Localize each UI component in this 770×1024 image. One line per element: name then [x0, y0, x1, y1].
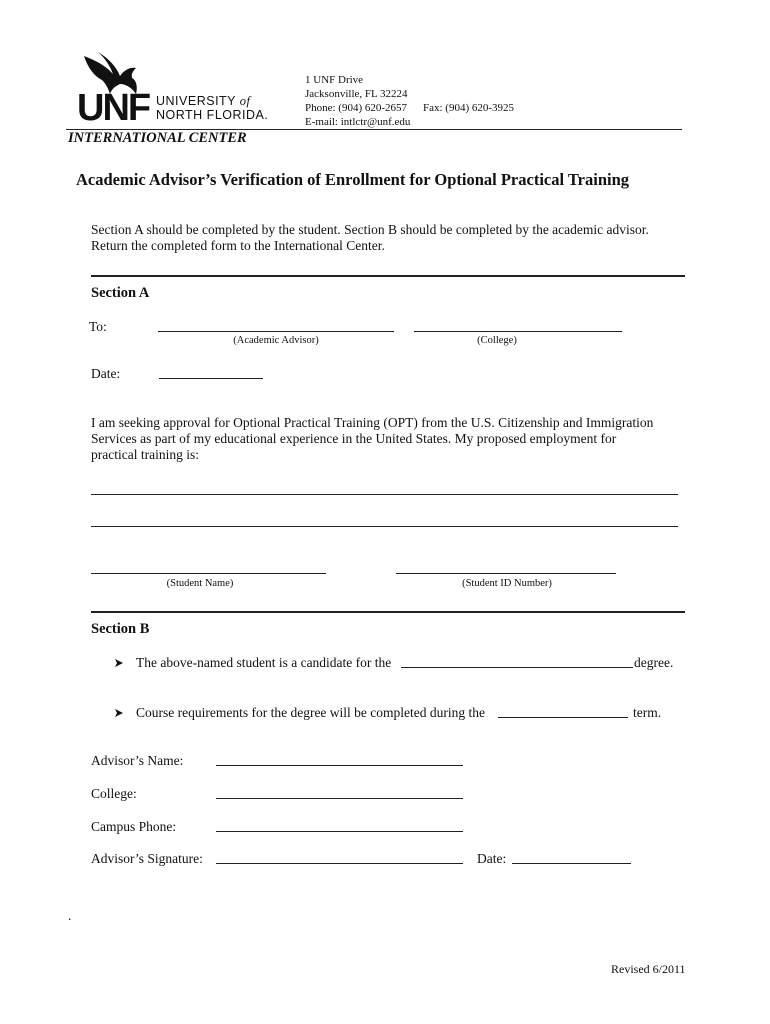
address-phone: Phone: (904) 620-2657 [305, 102, 408, 114]
college-label: College: [91, 786, 137, 801]
section-b-divider [91, 611, 685, 613]
student-id-field[interactable] [396, 573, 616, 574]
logo-line1-of: of [239, 94, 251, 108]
advisor-college-field[interactable] [216, 798, 463, 799]
section-a-divider [91, 275, 685, 277]
student-name-field[interactable] [91, 573, 326, 574]
term-field[interactable] [498, 717, 628, 718]
signature-date-field[interactable] [512, 863, 631, 864]
advisor-name-field[interactable] [216, 765, 463, 766]
department-name: INTERNATIONAL CENTER [68, 130, 247, 146]
statement-line3: practical training is: [91, 447, 199, 462]
logo-line1: UNIVERSITY [156, 94, 236, 108]
advisor-name-label: Advisor’s Name: [91, 753, 184, 768]
bullet-degree-text: The above-named student is a candidate for the [136, 655, 392, 670]
date-field[interactable] [159, 378, 263, 379]
logo-wordmark: UNF [77, 87, 150, 129]
employment-field-line2[interactable] [91, 526, 678, 527]
section-b-heading: Section B [91, 621, 150, 637]
bullet-term-suffix: term. [633, 705, 662, 720]
section-a-heading: Section A [91, 285, 150, 301]
degree-field[interactable] [401, 667, 633, 668]
bullet-term-text: Course requirements for the degree will be completed during the [136, 705, 486, 720]
college-field[interactable] [414, 331, 622, 332]
arrow-bullet-icon [114, 658, 124, 668]
stray-mark: . [68, 908, 72, 923]
address-email: E-mail: intlctr@unf.edu [305, 116, 411, 128]
revised-date: Revised 6/2011 [611, 962, 686, 976]
bullet-degree-suffix: degree. [634, 655, 674, 670]
signature-label: Advisor’s Signature: [91, 851, 203, 866]
logo-line2: NORTH FLORIDA. [156, 108, 269, 122]
signature-date-label: Date: [477, 851, 507, 866]
address-fax: Fax: (904) 620-3925 [423, 102, 515, 114]
form-title: Academic Advisor’s Verification of Enrollment for Optional Practical Training [76, 170, 630, 189]
campus-phone-field[interactable] [216, 831, 463, 832]
signature-field[interactable] [216, 863, 463, 864]
intro-line1: Section A should be completed by the student. Section B should be completed by the academic advisor. [91, 222, 649, 237]
date-label: Date: [91, 366, 121, 381]
intro-line2: Return the completed form to the International Center. [91, 238, 385, 253]
student-id-caption: (Student ID Number) [462, 578, 552, 589]
academic-advisor-field[interactable] [158, 331, 394, 332]
student-name-caption: (Student Name) [166, 578, 234, 589]
to-label: To: [89, 319, 107, 334]
statement-line1: I am seeking approval for Optional Practical Training (OPT) from the U.S. Citizenship and Immigration [91, 415, 654, 430]
address-line2: Jacksonville, FL 32224 [305, 88, 408, 100]
employment-field-line1[interactable] [91, 494, 678, 495]
academic-advisor-caption: (Academic Advisor) [233, 335, 319, 346]
statement-line2: Services as part of my educational experience in the United States. My proposed employment for [91, 431, 617, 446]
arrow-bullet-icon [114, 708, 124, 718]
college-caption: (College) [477, 335, 517, 346]
address-line1: 1 UNF Drive [305, 74, 364, 86]
campus-phone-label: Campus Phone: [91, 819, 177, 834]
